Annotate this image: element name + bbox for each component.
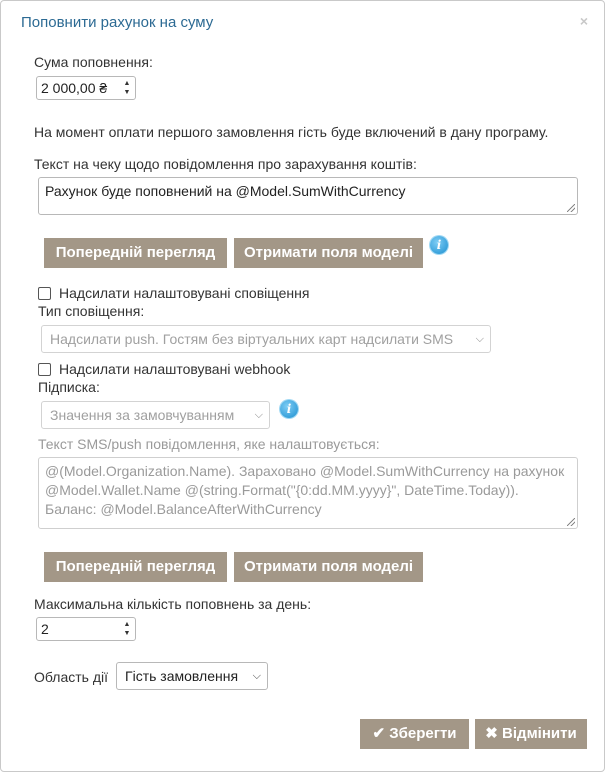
save-button-label: Зберегти: [389, 725, 457, 742]
subscription-value: Значення за замовчуванням: [50, 407, 235, 423]
stepper-up-icon[interactable]: ▲: [123, 621, 131, 628]
max-per-day-stepper[interactable]: [36, 617, 136, 641]
custom-webhook-checkbox[interactable]: [38, 363, 51, 376]
stepper-arrows[interactable]: [122, 79, 132, 97]
max-per-day-label: Максимальна кількість поповнень за день:: [34, 596, 312, 612]
receipt-text-label: Текст на чеку щодо повідомлення про зарахування коштів:: [34, 156, 417, 172]
save-button[interactable]: [360, 719, 469, 749]
cancel-button[interactable]: [475, 719, 587, 749]
cross-icon: ✖: [485, 725, 498, 742]
preview-button-sms[interactable]: Попередній перегляд: [44, 552, 227, 582]
custom-notifications-label: Надсилати налаштовувані сповіщення: [59, 285, 310, 301]
resize-handle-icon[interactable]: [567, 518, 575, 526]
resize-handle-icon[interactable]: [567, 204, 575, 212]
stepper-down-icon[interactable]: ▼: [123, 89, 131, 96]
custom-webhook-label: Надсилати налаштовувані webhook: [59, 361, 291, 377]
dialog-title: Поповнити рахунок на суму: [21, 14, 214, 31]
notification-type-value: Надсилати push. Гостям без віртуальних карт надсилати SMS: [50, 331, 454, 347]
sms-text-label: Текст SMS/push повідомлення, яке налаштовується:: [38, 436, 380, 452]
scope-label: Область дії: [34, 669, 108, 685]
stepper-up-icon[interactable]: ▲: [123, 80, 131, 87]
get-model-fields-button-sms[interactable]: Отримати поля моделі: [234, 552, 423, 582]
subscription-label: Підписка:: [38, 379, 100, 395]
receipt-text-value: Рахунок буде поповнений на @Model.SumWithCurrency: [45, 183, 406, 199]
chevron-down-icon: ⌵: [475, 333, 484, 345]
preview-button[interactable]: Попередній перегляд: [44, 238, 227, 268]
notification-type-select[interactable]: [41, 325, 491, 353]
amount-stepper[interactable]: [36, 76, 136, 100]
amount-label: Сума поповнення:: [34, 54, 153, 70]
sms-text-field[interactable]: [38, 457, 578, 529]
scope-value: Гість замовлення: [125, 668, 239, 684]
info-icon[interactable]: i: [280, 400, 298, 418]
max-per-day-value: 2: [41, 621, 49, 637]
info-icon[interactable]: i: [430, 236, 448, 254]
cancel-button-label: Відмінити: [502, 725, 577, 742]
chevron-down-icon: ⌵: [252, 670, 261, 682]
chevron-down-icon: ⌵: [254, 409, 263, 421]
sms-text-value: @(Model.Organization.Name). Зараховано @Model.SumWithCurrency на рахунок @Model.Wallet.Name @(string.Format("{0:dd.MM.yyyy}", DateTime.Today)). Баланс: @Model.BalanceAfterWithCurrency: [45, 463, 565, 517]
stepper-down-icon[interactable]: ▼: [123, 630, 131, 637]
receipt-text-field[interactable]: [38, 177, 578, 215]
check-icon: ✔: [372, 725, 386, 742]
close-icon[interactable]: ×: [579, 13, 588, 29]
get-model-fields-button[interactable]: Отримати поля моделі: [234, 238, 423, 268]
dialog-header: [1, 1, 604, 45]
stepper-arrows[interactable]: [122, 620, 132, 638]
scope-select[interactable]: [116, 662, 268, 690]
subscription-select[interactable]: [41, 401, 270, 429]
notification-type-label: Тип сповіщення:: [38, 303, 145, 319]
custom-notifications-checkbox[interactable]: [38, 287, 51, 300]
program-note: На момент оплати першого замовлення гість буде включений в дану програму.: [34, 124, 549, 140]
amount-value: 2 000,00 ₴: [41, 80, 108, 96]
